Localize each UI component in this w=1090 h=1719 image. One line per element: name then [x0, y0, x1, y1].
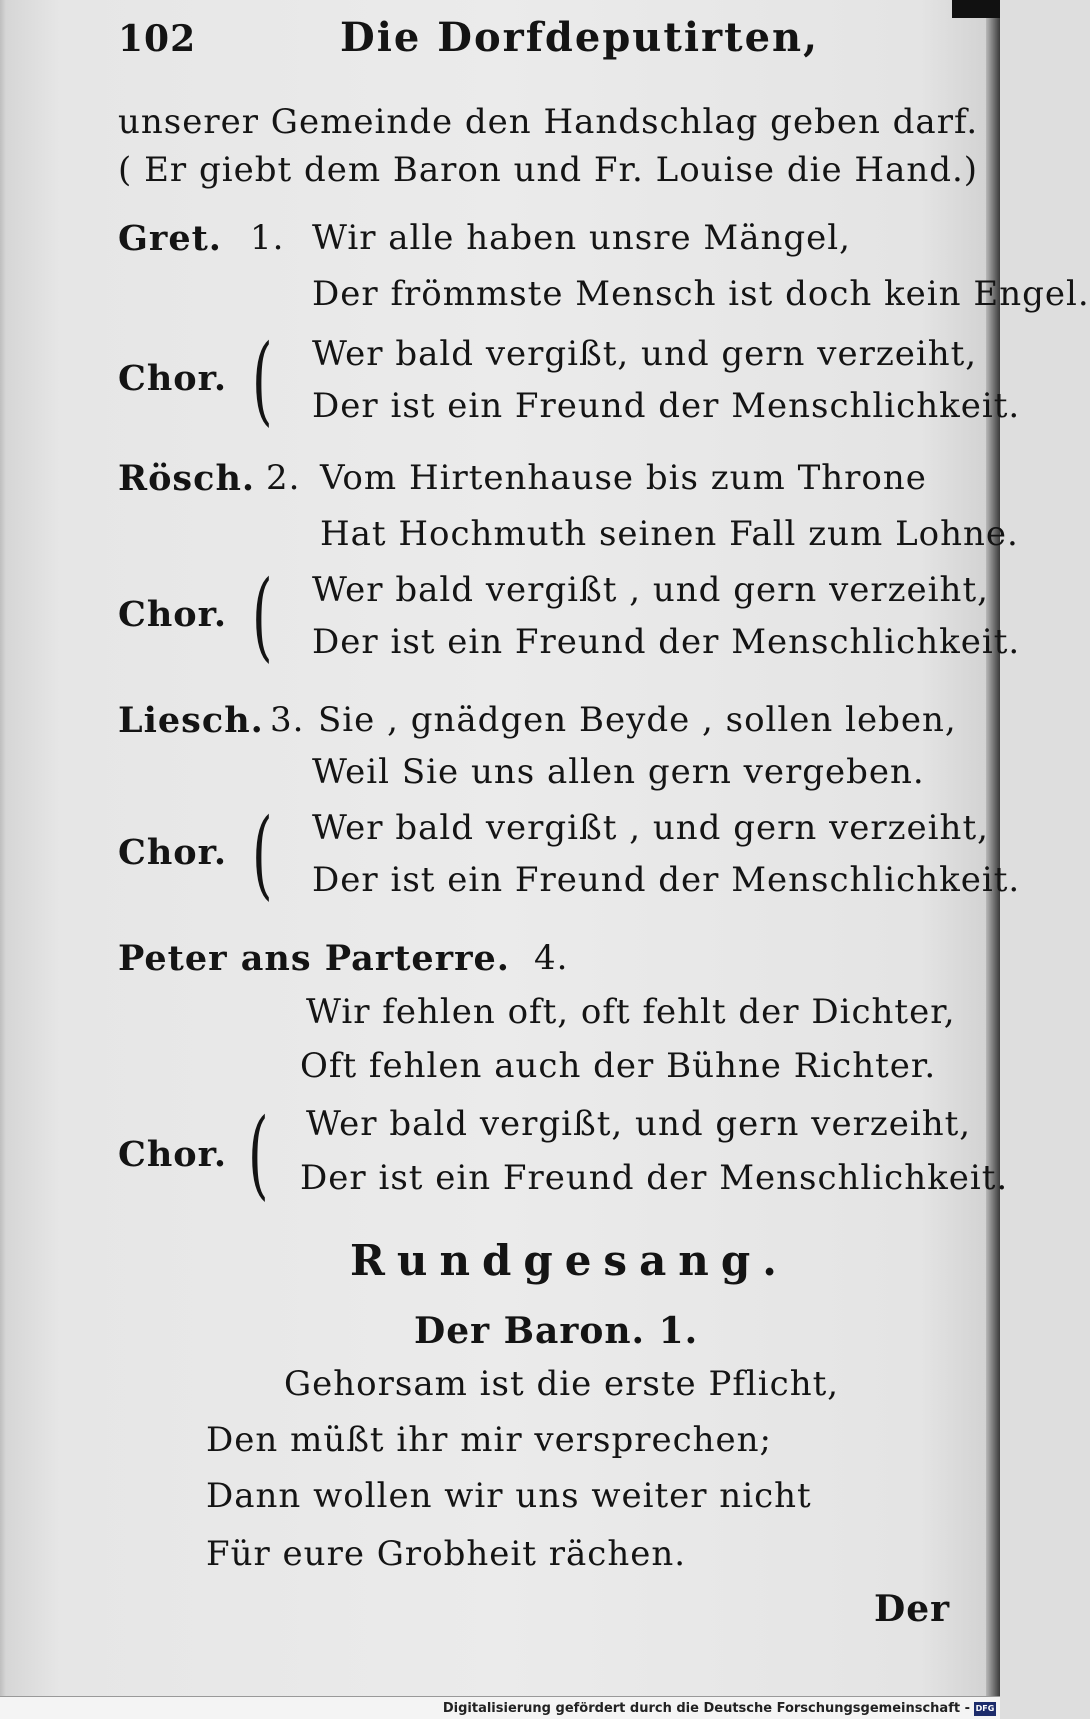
speaker-roesch: Rösch.: [118, 458, 256, 499]
chorus-label: Chor.: [118, 358, 228, 399]
verse-line: Oft fehlen auch der Bühne Richter.: [300, 1046, 937, 1086]
page-gutter-shadow: [0, 0, 6, 1719]
chorus-line: Der ist ein Freund der Menschlichkeit.: [312, 386, 1021, 426]
chorus-label: Chor.: [118, 832, 228, 873]
running-head: Die Dorfdeputirten,: [340, 14, 820, 61]
baron-line: Den müßt ihr mir versprechen;: [206, 1420, 772, 1460]
scan-corner: [952, 0, 1000, 18]
chorus-brace: (: [252, 560, 273, 672]
verse-line: Weil Sie uns allen gern vergeben.: [312, 752, 925, 792]
verse-line: Vom Hirtenhause bis zum Throne: [320, 458, 927, 498]
verse-line: Sie , gnädgen Beyde , sollen leben,: [318, 700, 957, 740]
chorus-brace: (: [252, 324, 273, 436]
chorus-line: Der ist ein Freund der Menschlichkeit.: [300, 1158, 1009, 1198]
page-edge: [986, 0, 1000, 1700]
chorus-line: Der ist ein Freund der Menschlichkeit.: [312, 622, 1021, 662]
footer-credit: Digitalisierung gefördert durch die Deutsche Forschungsgemeinschaft -: [442, 1701, 970, 1716]
verse-number-2: 2.: [266, 458, 301, 498]
chorus-brace: (: [248, 1098, 269, 1210]
opening-line-1: unserer Gemeinde den Handschlag geben darf.: [118, 102, 979, 142]
chorus-line: Wer bald vergißt, und gern verzeiht,: [306, 1104, 972, 1144]
verse-number-1: 1.: [250, 218, 285, 258]
chorus-line: Wer bald vergißt, und gern verzeiht,: [312, 334, 978, 374]
verse-line: Wir alle haben unsre Mängel,: [312, 218, 851, 258]
verse-number-3: 3.: [270, 700, 305, 740]
chorus-label: Chor.: [118, 1134, 228, 1175]
baron-line: Gehorsam ist die erste Pflicht,: [284, 1364, 840, 1404]
catchword: Der: [874, 1588, 951, 1630]
stage-direction: ( Er giebt dem Baron und Fr. Louise die Hand.): [118, 150, 979, 190]
verse-line: Der frömmste Mensch ist doch kein Engel.: [312, 274, 1090, 314]
chorus-brace: (: [252, 798, 273, 910]
dfg-logo: DFG: [974, 1702, 996, 1716]
section-title: Rundgesang.: [350, 1236, 789, 1285]
speaker-gret: Gret.: [118, 218, 222, 259]
chorus-line: Wer bald vergißt , und gern verzeiht,: [312, 570, 989, 610]
verse-line: Wir fehlen oft, oft fehlt der Dichter,: [306, 992, 956, 1032]
chorus-line: Wer bald vergißt , und gern verzeiht,: [312, 808, 989, 848]
verse-line: Hat Hochmuth seinen Fall zum Lohne.: [320, 514, 1019, 554]
digitization-footer: [0, 1696, 1000, 1719]
speaker-liesch: Liesch.: [118, 700, 264, 741]
chorus-line: Der ist ein Freund der Menschlichkeit.: [312, 860, 1021, 900]
verse-number-4: 4.: [534, 938, 569, 978]
chorus-label: Chor.: [118, 594, 228, 635]
baron-heading: Der Baron. 1.: [414, 1310, 699, 1352]
page-number: 102: [118, 18, 197, 60]
baron-line: Dann wollen wir uns weiter nicht: [206, 1476, 812, 1516]
baron-line: Für eure Grobheit rächen.: [206, 1534, 687, 1574]
speaker-peter: Peter ans Parterre.: [118, 938, 510, 979]
